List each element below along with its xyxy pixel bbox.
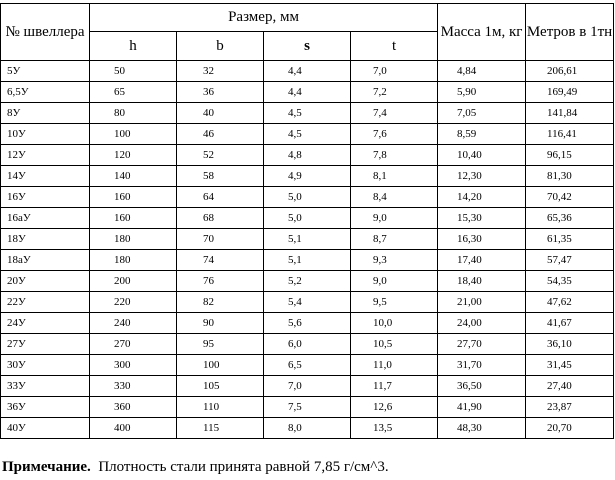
cell-mass: 5,90 xyxy=(438,82,526,103)
table-row xyxy=(1,271,614,292)
cell-b: 115 xyxy=(177,418,264,439)
cell-mass: 31,70 xyxy=(438,355,526,376)
cell-s: 4,8 xyxy=(264,145,351,166)
cell-t: 7,0 xyxy=(351,61,438,82)
cell-mass: 17,40 xyxy=(438,250,526,271)
cell-meters: 27,40 xyxy=(526,376,614,397)
cell-s: 6,5 xyxy=(264,355,351,376)
cell-t: 9,0 xyxy=(351,271,438,292)
header-row-1 xyxy=(1,4,614,32)
cell-h: 100 xyxy=(90,124,177,145)
size-group-header: Размер, мм xyxy=(90,4,438,32)
cell-h: 120 xyxy=(90,145,177,166)
table-row xyxy=(1,229,614,250)
cell-t: 9,3 xyxy=(351,250,438,271)
cell-t: 8,7 xyxy=(351,229,438,250)
cell-mass: 7,05 xyxy=(438,103,526,124)
cell-s: 5,4 xyxy=(264,292,351,313)
cell-t: 13,5 xyxy=(351,418,438,439)
cell-s: 7,5 xyxy=(264,397,351,418)
cell-b: 110 xyxy=(177,397,264,418)
cell-b: 70 xyxy=(177,229,264,250)
cell-b: 40 xyxy=(177,103,264,124)
table-row xyxy=(1,397,614,418)
table-body xyxy=(1,61,614,439)
cell-b: 52 xyxy=(177,145,264,166)
cell-mass: 27,70 xyxy=(438,334,526,355)
footnote xyxy=(2,458,389,476)
cell-s: 5,6 xyxy=(264,313,351,334)
cell-s: 4,5 xyxy=(264,124,351,145)
mass-column-header: Масса 1м, кг xyxy=(438,4,526,61)
cell-t: 10,0 xyxy=(351,313,438,334)
table-row xyxy=(1,250,614,271)
cell-name: 14У xyxy=(1,166,90,187)
t-column-header: t xyxy=(351,32,438,61)
cell-meters: 20,70 xyxy=(526,418,614,439)
cell-meters: 206,61 xyxy=(526,61,614,82)
cell-t: 11,7 xyxy=(351,376,438,397)
cell-t: 7,8 xyxy=(351,145,438,166)
cell-t: 7,4 xyxy=(351,103,438,124)
cell-mass: 8,59 xyxy=(438,124,526,145)
cell-t: 11,0 xyxy=(351,355,438,376)
cell-h: 180 xyxy=(90,229,177,250)
cell-s: 4,9 xyxy=(264,166,351,187)
cell-mass: 36,50 xyxy=(438,376,526,397)
table-row xyxy=(1,355,614,376)
table-row xyxy=(1,103,614,124)
cell-t: 12,6 xyxy=(351,397,438,418)
cell-name: 16У xyxy=(1,187,90,208)
cell-h: 140 xyxy=(90,166,177,187)
cell-s: 5,0 xyxy=(264,187,351,208)
cell-b: 105 xyxy=(177,376,264,397)
cell-h: 330 xyxy=(90,376,177,397)
cell-mass: 14,20 xyxy=(438,187,526,208)
cell-meters: 65,36 xyxy=(526,208,614,229)
cell-mass: 4,84 xyxy=(438,61,526,82)
cell-name: 36У xyxy=(1,397,90,418)
cell-h: 160 xyxy=(90,187,177,208)
b-column-header: b xyxy=(177,32,264,61)
cell-s: 4,5 xyxy=(264,103,351,124)
cell-b: 64 xyxy=(177,187,264,208)
cell-b: 46 xyxy=(177,124,264,145)
cell-name: 20У xyxy=(1,271,90,292)
cell-name: 18У xyxy=(1,229,90,250)
table-row xyxy=(1,334,614,355)
cell-mass: 48,30 xyxy=(438,418,526,439)
cell-name: 24У xyxy=(1,313,90,334)
cell-t: 8,4 xyxy=(351,187,438,208)
cell-h: 50 xyxy=(90,61,177,82)
cell-b: 36 xyxy=(177,82,264,103)
cell-mass: 16,30 xyxy=(438,229,526,250)
s-column-header: s xyxy=(264,32,351,61)
cell-mass: 12,30 xyxy=(438,166,526,187)
cell-t: 7,2 xyxy=(351,82,438,103)
cell-s: 5,1 xyxy=(264,229,351,250)
cell-mass: 41,90 xyxy=(438,397,526,418)
cell-h: 80 xyxy=(90,103,177,124)
cell-meters: 116,41 xyxy=(526,124,614,145)
table-row xyxy=(1,187,614,208)
cell-meters: 41,67 xyxy=(526,313,614,334)
table-row xyxy=(1,61,614,82)
cell-name: 8У xyxy=(1,103,90,124)
cell-mass: 10,40 xyxy=(438,145,526,166)
cell-name: 10У xyxy=(1,124,90,145)
cell-h: 360 xyxy=(90,397,177,418)
cell-s: 7,0 xyxy=(264,376,351,397)
cell-h: 240 xyxy=(90,313,177,334)
cell-mass: 21,00 xyxy=(438,292,526,313)
cell-t: 7,6 xyxy=(351,124,438,145)
cell-meters: 81,30 xyxy=(526,166,614,187)
footnote-label: Примечание. xyxy=(2,459,91,475)
cell-t: 8,1 xyxy=(351,166,438,187)
cell-b: 76 xyxy=(177,271,264,292)
table-row xyxy=(1,166,614,187)
cell-name: 6,5У xyxy=(1,82,90,103)
cell-name: 22У xyxy=(1,292,90,313)
cell-t: 9,5 xyxy=(351,292,438,313)
cell-s: 8,0 xyxy=(264,418,351,439)
h-column-header: h xyxy=(90,32,177,61)
cell-meters: 96,15 xyxy=(526,145,614,166)
cell-name: 30У xyxy=(1,355,90,376)
cell-meters: 61,35 xyxy=(526,229,614,250)
cell-h: 400 xyxy=(90,418,177,439)
cell-t: 10,5 xyxy=(351,334,438,355)
cell-meters: 70,42 xyxy=(526,187,614,208)
cell-meters: 31,45 xyxy=(526,355,614,376)
cell-mass: 15,30 xyxy=(438,208,526,229)
cell-b: 32 xyxy=(177,61,264,82)
cell-meters: 47,62 xyxy=(526,292,614,313)
cell-mass: 18,40 xyxy=(438,271,526,292)
cell-name: 12У xyxy=(1,145,90,166)
number-column-header: № швеллера xyxy=(1,4,90,61)
cell-meters: 141,84 xyxy=(526,103,614,124)
cell-s: 5,0 xyxy=(264,208,351,229)
cell-name: 18аУ xyxy=(1,250,90,271)
cell-b: 90 xyxy=(177,313,264,334)
table-row xyxy=(1,124,614,145)
table-row xyxy=(1,418,614,439)
cell-meters: 57,47 xyxy=(526,250,614,271)
cell-b: 100 xyxy=(177,355,264,376)
cell-name: 33У xyxy=(1,376,90,397)
cell-mass: 24,00 xyxy=(438,313,526,334)
cell-b: 68 xyxy=(177,208,264,229)
table-row xyxy=(1,208,614,229)
cell-s: 6,0 xyxy=(264,334,351,355)
cell-name: 16аУ xyxy=(1,208,90,229)
cell-b: 95 xyxy=(177,334,264,355)
cell-s: 4,4 xyxy=(264,82,351,103)
cell-s: 5,1 xyxy=(264,250,351,271)
table-row xyxy=(1,313,614,334)
table-row xyxy=(1,292,614,313)
cell-h: 220 xyxy=(90,292,177,313)
cell-meters: 36,10 xyxy=(526,334,614,355)
cell-name: 27У xyxy=(1,334,90,355)
cell-b: 74 xyxy=(177,250,264,271)
cell-h: 200 xyxy=(90,271,177,292)
cell-meters: 23,87 xyxy=(526,397,614,418)
footnote-text: Плотность стали принята равной 7,85 г/см^3. xyxy=(98,459,389,475)
cell-s: 4,4 xyxy=(264,61,351,82)
table-row xyxy=(1,376,614,397)
cell-name: 40У xyxy=(1,418,90,439)
cell-t: 9,0 xyxy=(351,208,438,229)
cell-b: 82 xyxy=(177,292,264,313)
cell-meters: 54,35 xyxy=(526,271,614,292)
cell-h: 180 xyxy=(90,250,177,271)
cell-s: 5,2 xyxy=(264,271,351,292)
cell-h: 300 xyxy=(90,355,177,376)
table-row xyxy=(1,82,614,103)
cell-h: 160 xyxy=(90,208,177,229)
cell-b: 58 xyxy=(177,166,264,187)
cell-meters: 169,49 xyxy=(526,82,614,103)
meters-column-header: Метров в 1тн xyxy=(526,4,614,61)
table-row xyxy=(1,145,614,166)
cell-h: 270 xyxy=(90,334,177,355)
cell-name: 5У xyxy=(1,61,90,82)
cell-h: 65 xyxy=(90,82,177,103)
channel-table xyxy=(0,3,614,439)
